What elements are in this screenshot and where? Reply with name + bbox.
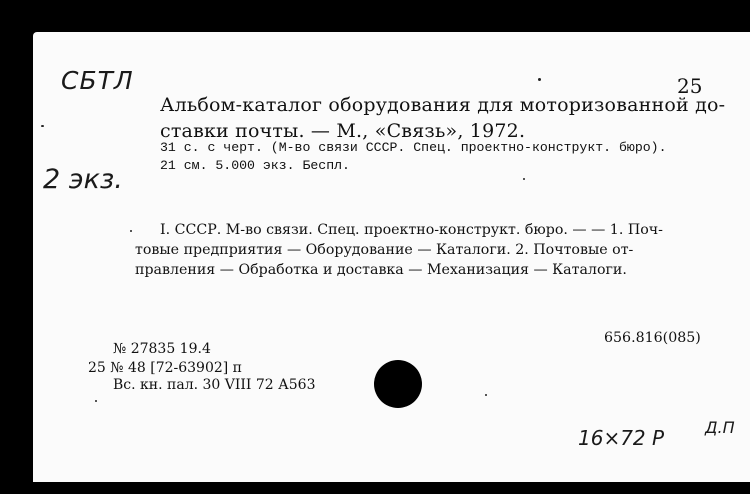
- speck-mark: [41, 125, 44, 127]
- handwritten-copies: 2 экз.: [43, 164, 123, 195]
- speck-mark: [485, 394, 487, 396]
- description-line-1: 31 с. с черт. (М-во связи СССР. Спец. проектно-конструкт. бюро).: [160, 140, 667, 155]
- title-line-1: Альбом-каталог оборудования для моторизованной до-: [160, 94, 726, 116]
- card-number: 25: [677, 74, 703, 98]
- punch-hole: [374, 360, 422, 408]
- title-line-2: ставки почты. — М., «Связь», 1972.: [160, 120, 526, 142]
- handwritten-corner-note: Д.П: [705, 418, 735, 437]
- speck-mark: [523, 178, 525, 180]
- handwritten-format: 16×72 Р: [578, 426, 665, 450]
- speck-mark: [130, 230, 132, 232]
- tracings-line-2: товые предприятия — Оборудование — Каталоги. 2. Почтовые от-: [135, 242, 634, 258]
- speck-mark: [95, 400, 97, 402]
- imprint-line-1: № 27835 19.4: [113, 341, 211, 357]
- imprint-line-2: 25 № 48 [72-63902] п: [88, 360, 243, 376]
- tracings-line-3: правления — Обработка и доставка — Механизация — Каталоги.: [135, 262, 627, 278]
- udc-code: 656.816(085): [604, 330, 701, 346]
- speck-mark: [538, 78, 541, 81]
- handwritten-code: СБТЛ: [61, 66, 134, 95]
- description-line-2: 21 см. 5.000 экз. Беспл.: [160, 158, 350, 173]
- catalog-card: [33, 32, 750, 482]
- imprint-line-3: Вс. кн. пал. 30 VIII 72 А563: [113, 377, 316, 393]
- tracings-line-1: I. СССР. М-во связи. Спец. проектно-конструкт. бюро. — — 1. Поч-: [160, 222, 663, 238]
